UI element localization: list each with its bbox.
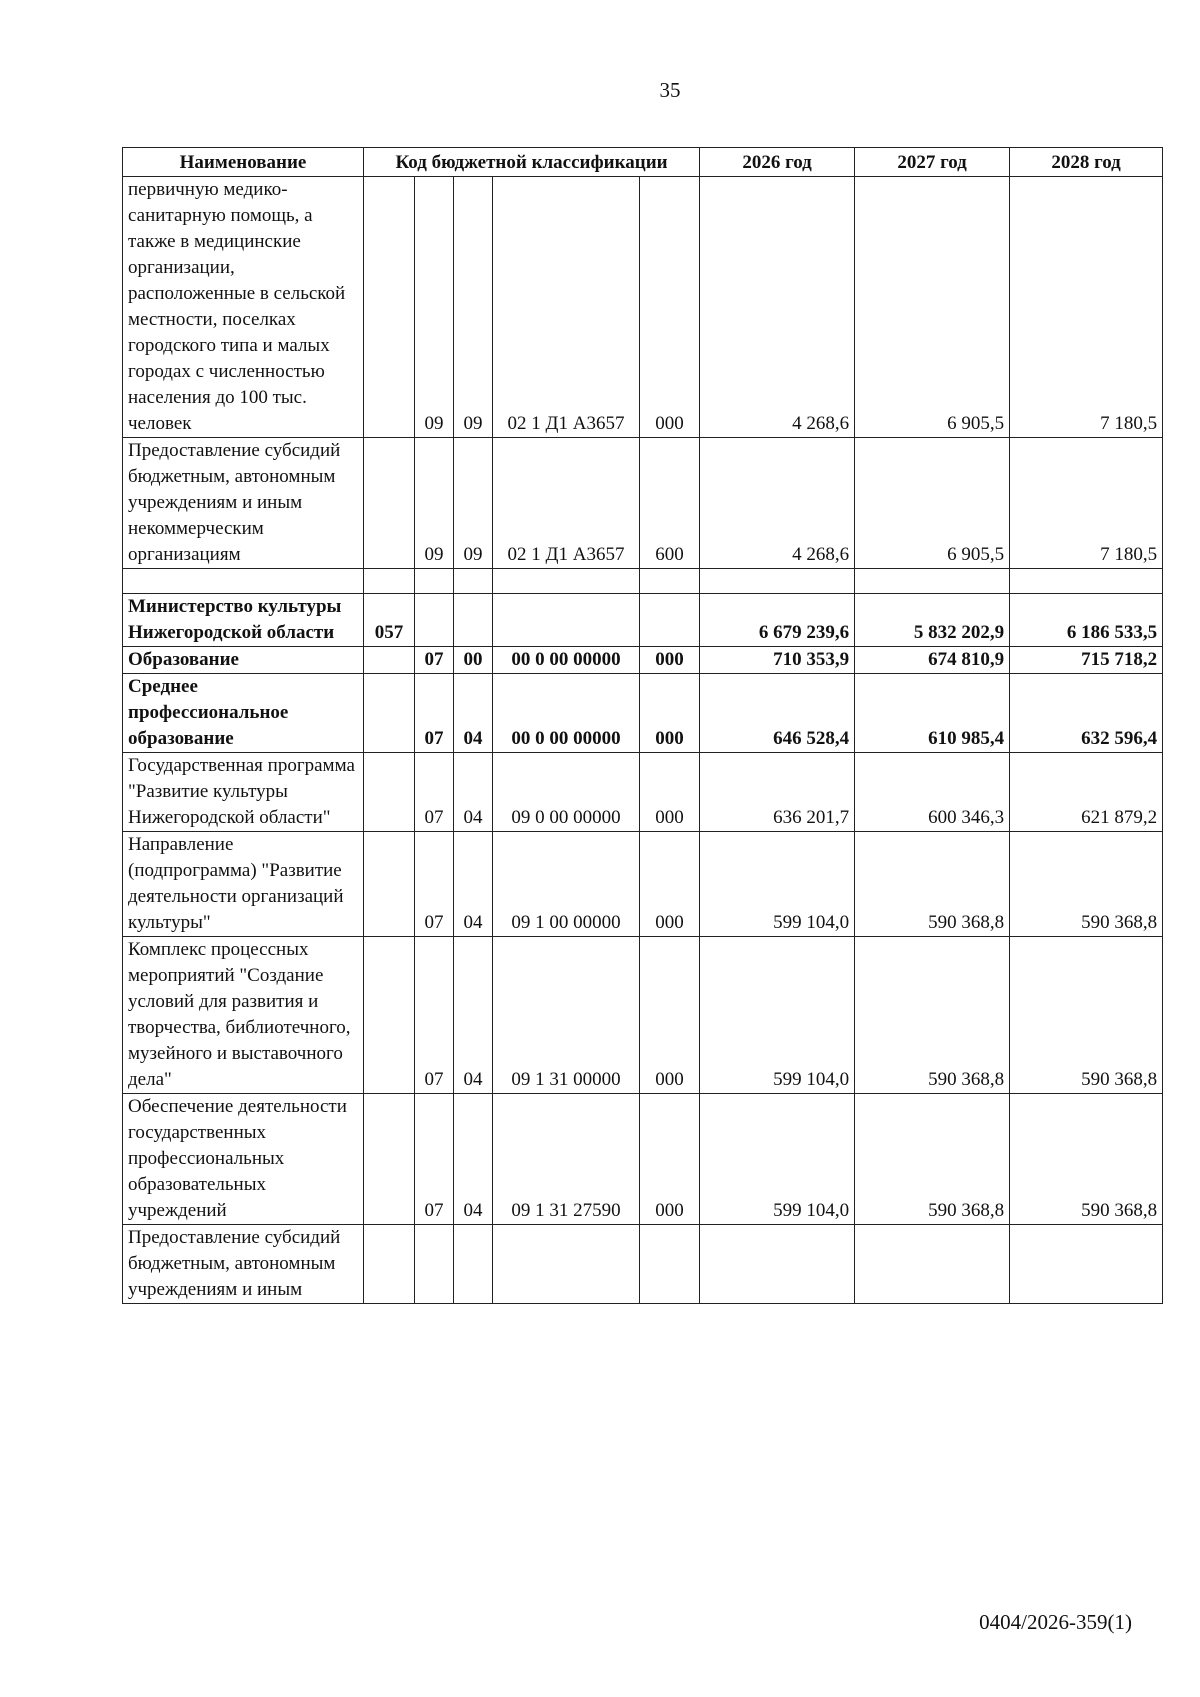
row-section [415, 594, 454, 647]
row-2028: 7 180,5 [1010, 438, 1163, 569]
header-2027: 2027 год [855, 148, 1010, 177]
row-2028: 632 596,4 [1010, 674, 1163, 753]
row-subsection: 04 [454, 1094, 493, 1225]
table-row [123, 177, 1163, 438]
table-header-row [123, 148, 1163, 177]
row-section: 07 [415, 1094, 454, 1225]
table-row [123, 674, 1163, 753]
table-row [123, 594, 1163, 647]
row-expense: 000 [640, 674, 700, 753]
row-2027: 610 985,4 [855, 674, 1010, 753]
row-ministry: 057 [364, 594, 415, 647]
row-2027: 6 905,5 [855, 177, 1010, 438]
row-ministry [364, 1225, 415, 1304]
row-section: 07 [415, 937, 454, 1094]
row-2026: 599 104,0 [700, 832, 855, 937]
row-target: 09 1 31 00000 [493, 937, 640, 1094]
row-section: 07 [415, 832, 454, 937]
row-section [415, 1225, 454, 1304]
row-2028: 590 368,8 [1010, 937, 1163, 1094]
row-2026: 4 268,6 [700, 438, 855, 569]
row-2027: 6 905,5 [855, 438, 1010, 569]
row-expense: 000 [640, 177, 700, 438]
row-2027: 600 346,3 [855, 753, 1010, 832]
row-name: первичную медико-санитарную помощь, а также в медицинские организации, расположенные в сельской местности, поселках городского типа и малых городах с численностью населения до 100 тыс. человек [123, 177, 364, 438]
table-row [123, 438, 1163, 569]
row-2027: 5 832 202,9 [855, 594, 1010, 647]
row-name: Направление (подпрограмма) "Развитие деятельности организаций культуры" [123, 832, 364, 937]
row-section: 07 [415, 674, 454, 753]
table-row [123, 937, 1163, 1094]
row-section: 09 [415, 438, 454, 569]
row-2026: 599 104,0 [700, 1094, 855, 1225]
header-code: Код бюджетной классификации [364, 148, 700, 177]
row-2027: 674 810,9 [855, 647, 1010, 674]
row-expense: 000 [640, 647, 700, 674]
row-subsection [454, 1225, 493, 1304]
budget-table [122, 147, 1163, 1304]
row-ministry [364, 647, 415, 674]
row-section: 09 [415, 177, 454, 438]
row-subsection: 04 [454, 753, 493, 832]
row-name: Министерство культуры Нижегородской области [123, 594, 364, 647]
row-ministry [364, 177, 415, 438]
row-target [493, 594, 640, 647]
row-target: 09 0 00 00000 [493, 753, 640, 832]
row-2026: 599 104,0 [700, 937, 855, 1094]
row-2026: 4 268,6 [700, 177, 855, 438]
row-ministry [364, 674, 415, 753]
row-2026 [700, 1225, 855, 1304]
row-name: Государственная программа "Развитие культуры Нижегородской области" [123, 753, 364, 832]
row-subsection: 04 [454, 674, 493, 753]
row-target: 00 0 00 00000 [493, 647, 640, 674]
header-2028: 2028 год [1010, 148, 1163, 177]
row-name: Образование [123, 647, 364, 674]
row-subsection: 09 [454, 177, 493, 438]
row-ministry [364, 753, 415, 832]
row-section: 07 [415, 753, 454, 832]
row-subsection [454, 594, 493, 647]
row-subsection: 00 [454, 647, 493, 674]
row-expense [640, 1225, 700, 1304]
row-target: 09 1 31 27590 [493, 1094, 640, 1225]
row-ministry [364, 1094, 415, 1225]
document-code: 0404/2026-359(1) [979, 1610, 1132, 1634]
table-row [123, 647, 1163, 674]
row-target: 09 1 00 00000 [493, 832, 640, 937]
row-2028: 590 368,8 [1010, 832, 1163, 937]
row-subsection: 04 [454, 832, 493, 937]
row-ministry [364, 832, 415, 937]
row-subsection: 04 [454, 937, 493, 1094]
row-2028 [1010, 1225, 1163, 1304]
row-2026: 646 528,4 [700, 674, 855, 753]
row-2027: 590 368,8 [855, 937, 1010, 1094]
row-2026: 710 353,9 [700, 647, 855, 674]
row-2027: 590 368,8 [855, 832, 1010, 937]
table-row [123, 832, 1163, 937]
row-2027 [855, 1225, 1010, 1304]
row-name: Комплекс процессных мероприятий "Создание условий для развития и творчества, библиотечного, музейного и выставочного дела" [123, 937, 364, 1094]
row-expense: 000 [640, 1094, 700, 1225]
header-2026: 2026 год [700, 148, 855, 177]
table-row [123, 1225, 1163, 1304]
row-name: Предоставление субсидий бюджетным, автономным учреждениям и иным [123, 1225, 364, 1304]
spacer-row [123, 569, 1163, 594]
row-name: Обеспечение деятельности государственных профессиональных образовательных учреждений [123, 1094, 364, 1225]
row-section: 07 [415, 647, 454, 674]
row-target: 00 0 00 00000 [493, 674, 640, 753]
table-row [123, 753, 1163, 832]
row-ministry [364, 937, 415, 1094]
row-ministry [364, 438, 415, 569]
row-2028: 6 186 533,5 [1010, 594, 1163, 647]
row-expense: 000 [640, 832, 700, 937]
row-expense: 000 [640, 937, 700, 1094]
row-2026: 6 679 239,6 [700, 594, 855, 647]
row-name: Среднее профессиональное образование [123, 674, 364, 753]
row-2028: 7 180,5 [1010, 177, 1163, 438]
row-expense: 600 [640, 438, 700, 569]
row-2027: 590 368,8 [855, 1094, 1010, 1225]
row-2028: 590 368,8 [1010, 1094, 1163, 1225]
row-subsection: 09 [454, 438, 493, 569]
header-name: Наименование [123, 148, 364, 177]
row-expense: 000 [640, 753, 700, 832]
row-2028: 621 879,2 [1010, 753, 1163, 832]
row-target: 02 1 Д1 А3657 [493, 438, 640, 569]
row-name: Предоставление субсидий бюджетным, автономным учреждениям и иным некоммерческим организациям [123, 438, 364, 569]
row-2026: 636 201,7 [700, 753, 855, 832]
row-target: 02 1 Д1 А3657 [493, 177, 640, 438]
row-expense [640, 594, 700, 647]
row-target [493, 1225, 640, 1304]
row-2028: 715 718,2 [1010, 647, 1163, 674]
page-number: 35 [659, 78, 681, 102]
table-row [123, 1094, 1163, 1225]
